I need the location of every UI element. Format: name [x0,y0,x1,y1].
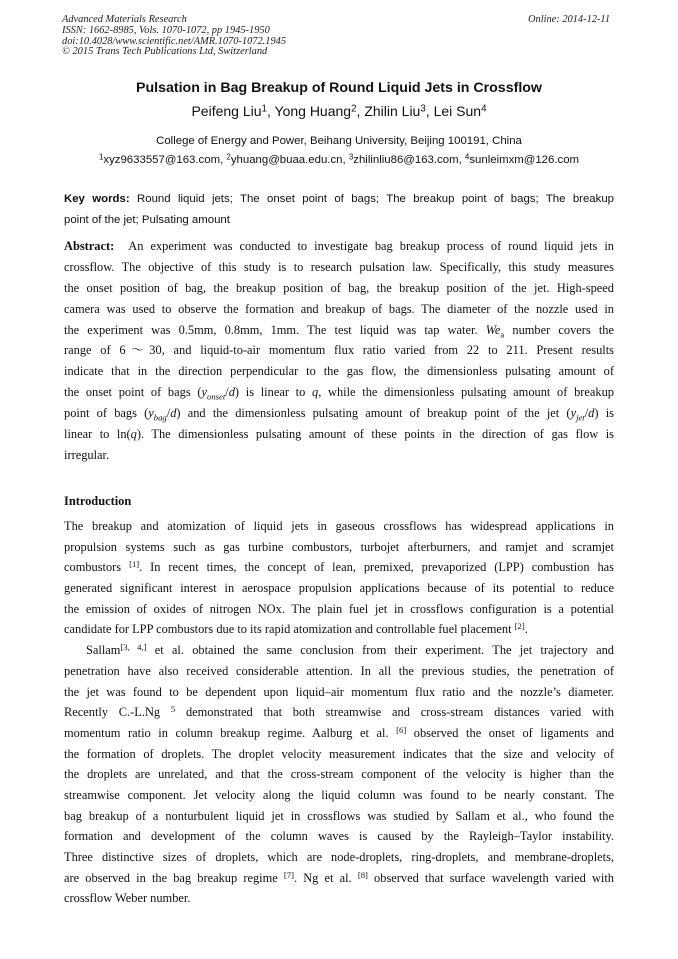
keywords-label: Key words: [64,193,130,205]
intro-line: Recently C.-L.Ng $^5$ demonstrated that both streamwise and cross-stream distances varied with [64,704,614,720]
abstract-line: An experiment was conducted to investigate bag breakup process of round liquid jets in [128,239,614,253]
keywords-text: Round liquid jets; The onset point of bags; The breakup point of bags; The breakup [137,193,614,205]
intro-line: bag breakup of a nonturbulent liquid jet in crossflows was studied by Sallam et al., who found the [64,808,614,823]
abstract-label: Abstract: [64,239,115,253]
author-sup: 2 [351,103,357,115]
journal-name: Advanced Materials Research [62,14,187,25]
intro-line: propulsion systems such as gas turbine combustors, turbojet afterburners, and ramjet and scramjet [64,539,614,554]
intro-line: the droplets are unrelated, and that the cross-stream component of the velocity is higher than the [64,767,614,782]
author-list: Peifeng Liu$^1$, Yong Huang$^2$, Zhilin Liu$^3$, Lei Sun$^4$ [191,103,487,119]
abstract-block [64,236,614,466]
email-sup: 4 [464,152,470,162]
doi-line: doi:10.4028/www.scientific.net/AMR.1070-1072.1945 [62,35,287,47]
intro-line: momentum ratio in column breakup regime. Aalburg et al. [6] observed the onset of ligaments and [64,724,614,740]
paper-title: Pulsation in Bag Breakup of Round Liquid Jets in Crossflow [136,80,542,96]
email-sup: 1 [98,152,104,162]
intro-line: generated significant interest in aerospace propulsion applications because of its potential to reduce [64,581,614,596]
author-name: Lei Sun [433,103,482,119]
intro-line: formation and development of the column waves is caused by the Rayleigh–Taylor instability. [64,829,614,844]
email-address[interactable]: yhuang@buaa.edu.cn [230,154,343,166]
intro-line: the jet was found to be dependent upon liquid–air momentum flux ratio and the nozzle’s diameter. [64,684,614,699]
intro-line: the emission of oxides of nitrogen NOx. The plain fuel jet in crossflows configuration is a potential [64,601,614,616]
abstract-line: the onset position of bag, the breakup position of bag, the breakup position of the jet. High-speed [64,280,614,295]
abstract-line: linear to ln(q). The dimensionless pulsating amount of these points in the direction of gas flow is [64,427,614,442]
journal-header [62,15,286,58]
abstract-line: the onset point of bags $(y_{onset}/d)$ is linear to q, while the dimensionless pulsating amount of breakup [64,385,614,402]
author-sup: 3 [420,103,426,115]
abstract-line: crossflow. The objective of this study is to research pulsation law. Specifically, this study measures [64,259,614,274]
intro-line: combustors [1]. In recent times, the concept of lean, premixed, prevaporized (LPP) combustion has [64,559,614,575]
email-address[interactable]: sunleimxm@126.com [469,154,580,166]
abstract-line: the experiment was 0.5mm, 0.8mm, 1mm. The test liquid was tap water. $We_a$ number covers the [64,322,614,340]
section-heading-introduction: Introduction [64,494,132,508]
keywords-block [64,189,614,230]
keywords-text-cont: point of the jet; Pulsating amount [64,213,230,226]
affiliation: College of Energy and Power, Beihang University, Beijing 100191, China [156,135,522,147]
author-sup: 1 [261,103,267,115]
author-sup: 4 [481,103,487,115]
author-name: Zhilin Liu [364,103,421,119]
author-name: Yong Huang [274,103,352,119]
intro-line: Sallam[3, 4,] et al. obtained the same conclusion from their experiment. The jet trajectory and [86,642,614,658]
intro-line: Three distinctive sizes of droplets, which are node-droplets, ring-droplets, and membrane-droplets, [64,850,614,864]
abstract-line: range of 6～30, and liquid-to-air momentum flux ratio varied from 22 to 211. Present results [64,343,614,358]
intro-line: are observed in the bag breakup regime [7]. Ng et al. [8] observed that surface wavelength varied with [64,869,614,885]
abstract-line: camera was used to observe the formation and breakup of bags. The diameter of the nozzle used in [64,301,614,316]
abstract-line: indicate that in the direction perpendicular to the gas flow, the dimensionless pulsating amount of [64,364,614,379]
email-sup: 3 [348,152,354,162]
email-address[interactable]: xyz9633557@163.com [103,154,221,166]
introduction-body [64,516,614,909]
intro-line: penetration have also received considerable attention. In all the previous studies, the penetration of [64,663,614,678]
copyright-line: © 2015 Trans Tech Publications Ltd, Switzerland [62,46,268,58]
author-name: Peifeng Liu [191,103,262,119]
intro-line: the formation of droplets. The droplet velocity measurement indicates that the size and velocity of [64,746,614,761]
email-address[interactable]: zhilinliu86@163.com [353,154,459,166]
email-list: $^1$xyz9633557@163.com, $^2$yhuang@buaa.edu.cn, $^3$zhilinliu86@163.com, $^4$sunleimxm@126.com [98,152,580,166]
intro-line: crossflow Weber number. [64,891,191,906]
issn-line: ISSN: 1662-8985, Vols. 1070-1072, pp 1945-1950 [62,24,270,36]
abstract-line: irregular. [64,447,110,462]
intro-line: streamwise component. Jet velocity along the liquid column was found to be nearly constant. The [64,787,614,802]
online-date: Online: 2014-12-11 [528,14,611,25]
abstract-line: point of bags $(y_{bag}/d)$ and the dimensionless pulsating amount of breakup point of the jet $(y_{jet}/d)$ is [64,406,614,423]
intro-line: The breakup and atomization of liquid jets in gaseous crossflows has widespread applications in [64,519,614,533]
intro-line: candidate for LPP combustors due to its rapid atomization and controllable fuel placement [2]. [64,621,528,637]
email-sup: 2 [226,152,231,162]
